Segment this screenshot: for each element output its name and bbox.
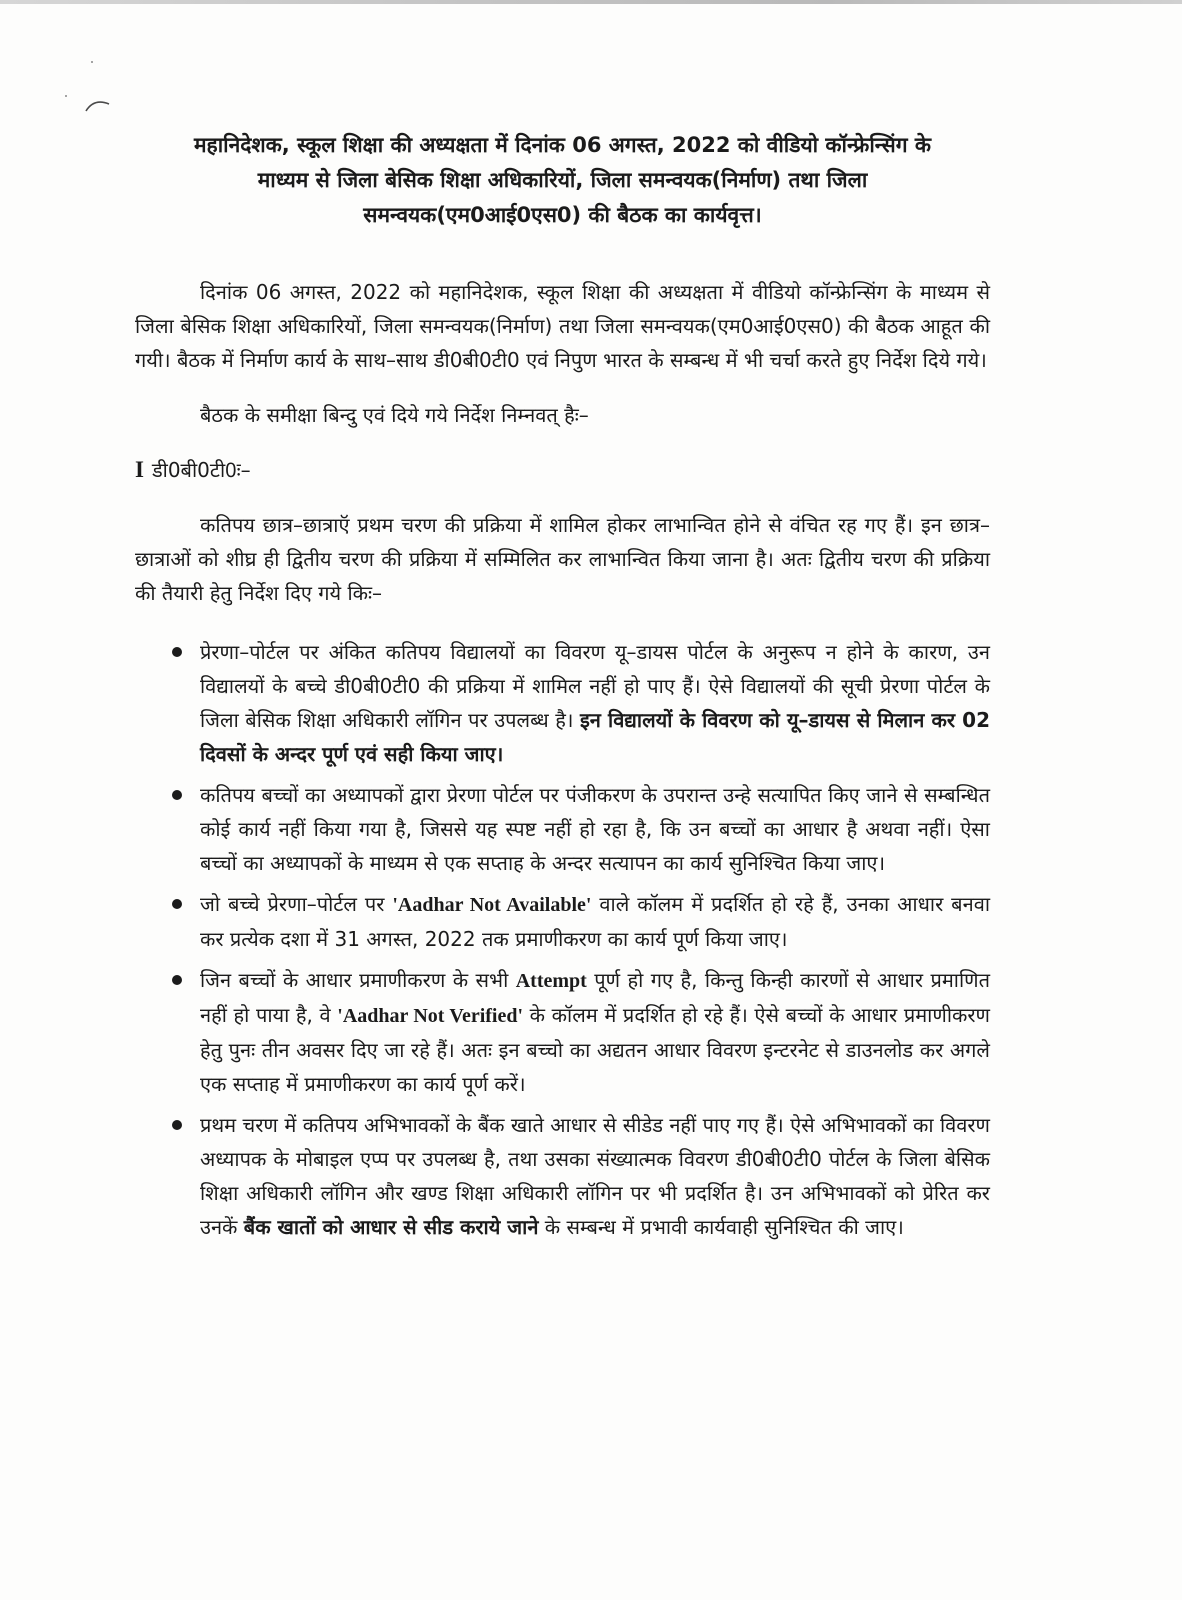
bullet-icon: [172, 899, 182, 909]
directive-emphasis: बैंक खातों को आधार से सीड कराये जाने: [243, 1215, 539, 1239]
title-line: माध्यम से जिला बेसिक शिक्षा अधिकारियों, जिला समन्वयक(निर्माण) तथा जिला: [257, 168, 868, 192]
directive-text: वाले कॉलम में प्रदर्शित हो रहे हैं, उनका आधार बनवा कर प्रत्येक दशा में 31 अगस्त, 2022 तक प्रमाणीकरण का कार्य पूर्ण किया जाए।: [200, 892, 991, 951]
directive-text: कतिपय बच्चों का अध्यापकों द्वारा प्रेरणा पोर्टल पर पंजीकरण के उपरान्त उन्हे सत्यापित किए जाने से सम्बन्धित कोई कार्य नहीं किया गया है, जिससे यह स्पष्ट नहीं हो रहा है, कि उन बच्चों का आधार है अथवा नहीं। ऐसा बच्चों का अध्यापकों के माध्यम से एक सप्ताह के अन्दर सत्यापन का कार्य सुनिश्चित किया जाए।: [200, 783, 990, 875]
scan-mark: [84, 97, 112, 113]
directive-text: जो बच्चे प्रेरणा–पोर्टल पर: [200, 892, 393, 916]
directive-item: [200, 1108, 990, 1244]
directive-column-name: 'Aadhar Not Available': [392, 894, 592, 916]
document-title: [135, 128, 990, 233]
intro-paragraph: दिनांक 06 अगस्त, 2022 को महानिदेशक, स्कूल शिक्षा की अध्यक्षता में वीडियो कॉन्फ्रेन्सिंग के माध्यम से जिला बेसिक शिक्षा अधिकारियों, जिला समन्वयक(निर्माण) तथा जिला समन्वयक(एम0आई0एस0) की बैठक आहूत की गयी। बैठक में निर्माण कार्य के साथ–साथ डी0बी0टी0 एवं निपुण भारत के सम्बन्ध में भी चर्चा करते हुए निर्देश दिये गये।: [135, 280, 990, 372]
directive-term: Attempt: [515, 970, 587, 992]
bullet-icon: [172, 790, 182, 800]
directive-list: [135, 635, 990, 1244]
directive-emphasis: इन विद्यालयों के विवरण को यू–डायस से मिलान कर 02 दिवसों के अन्दर पूर्ण एवं सही किया जाए।: [200, 708, 990, 766]
directive-text: के कॉलम में प्रदर्शित हो रहे हैं। ऐसे बच्चों के आधार प्रमाणीकरण हेतु पुनः तीन अवसर दिए जा रहे हैं। अतः इन बच्चो का अद्यतन आधार विवरण इन्टरनेट से डाउनलोड कर अगले एक सप्ताह में प्रमाणीकरण का कार्य पूर्ण करें।: [200, 1003, 990, 1096]
directive-text: प्रेरणा–पोर्टल पर अंकित कतिपय विद्यालयों का विवरण यू–डायस पोर्टल के अनुरूप न होने के कारण, उन विद्यालयों के बच्चे डी0बी0टी0 की प्रक्रिया में शामिल नहीं हो पाए हैं। ऐसे विद्यालयों की सूची प्रेरणा पोर्टल के जिला बेसिक शिक्षा अधिकारी लॉगिन पर उपलब्ध है।: [200, 640, 990, 732]
scan-speck: [91, 61, 93, 63]
directive-text: के सम्बन्ध में प्रभावी कार्यवाही सुनिश्चित की जाए।: [538, 1215, 904, 1239]
directive-text: जिन बच्चों के आधार प्रमाणीकरण के सभी: [200, 968, 516, 992]
title-line: महानिदेशक, स्कूल शिक्षा की अध्यक्षता में दिनांक 06 अगस्त, 2022 को वीडियो कॉन्फ्रेन्सिंग के: [193, 133, 932, 157]
review-intro-paragraph: बैठक के समीक्षा बिन्दु एवं दिये गये निर्देश निम्नवत् हैः–: [200, 403, 589, 427]
section-heading: [135, 453, 990, 487]
bullet-icon: [172, 647, 182, 657]
scan-speck: [65, 95, 67, 97]
bullet-icon: [172, 975, 182, 985]
bullet-icon: [172, 1120, 182, 1130]
directive-column-name: 'Aadhar Not Verified': [337, 1005, 524, 1027]
directive-item: [200, 963, 990, 1101]
title-line: समन्वयक(एम0आई0एस0) की बैठक का कार्यवृत्त।: [363, 203, 762, 227]
section-paragraph: कतिपय छात्र–छात्राऍ प्रथम चरण की प्रक्रिया में शामिल होकर लाभान्वित होने से वंचित रह गए हैं। इन छात्र–छात्राओं को शीघ्र ही द्वितीय चरण की प्रक्रिया में सम्मिलित कर लाभान्वित किया जाना है। अतः द्वितीय चरण की प्रक्रिया की तैयारी हेतु निर्देश दिए गये किः–: [135, 513, 990, 605]
directive-item: [200, 778, 990, 880]
section-dbt: [135, 453, 990, 1244]
section-title: डी0बी0टी0ः–: [151, 458, 251, 482]
directive-item: [200, 887, 990, 956]
section-numeral: I: [135, 457, 144, 482]
directive-text: पूर्ण हो गए है, किन्तु किन्ही कारणों से आधार प्रमाणित नहीं हो पाया है, वे: [200, 968, 990, 1027]
directive-item: [200, 635, 990, 771]
scan-edge: [0, 0, 1182, 4]
directive-text: प्रथम चरण में कतिपय अभिभावकों के बैंक खाते आधार से सीडेड नहीं पाए गए हैं। ऐसे अभिभावकों का विवरण अध्यापक के मोबाइल एप्प पर उपलब्ध है, तथा उसका संख्यात्मक विवरण डी0बी0टी0 पोर्टल के जिला बेसिक शिक्षा अधिकारी लॉगिन और खण्ड शिक्षा अधिकारी लॉगिन पर भी प्रदर्शित है। उन अभिभावकों को प्रेरित कर उनकें: [200, 1113, 990, 1239]
